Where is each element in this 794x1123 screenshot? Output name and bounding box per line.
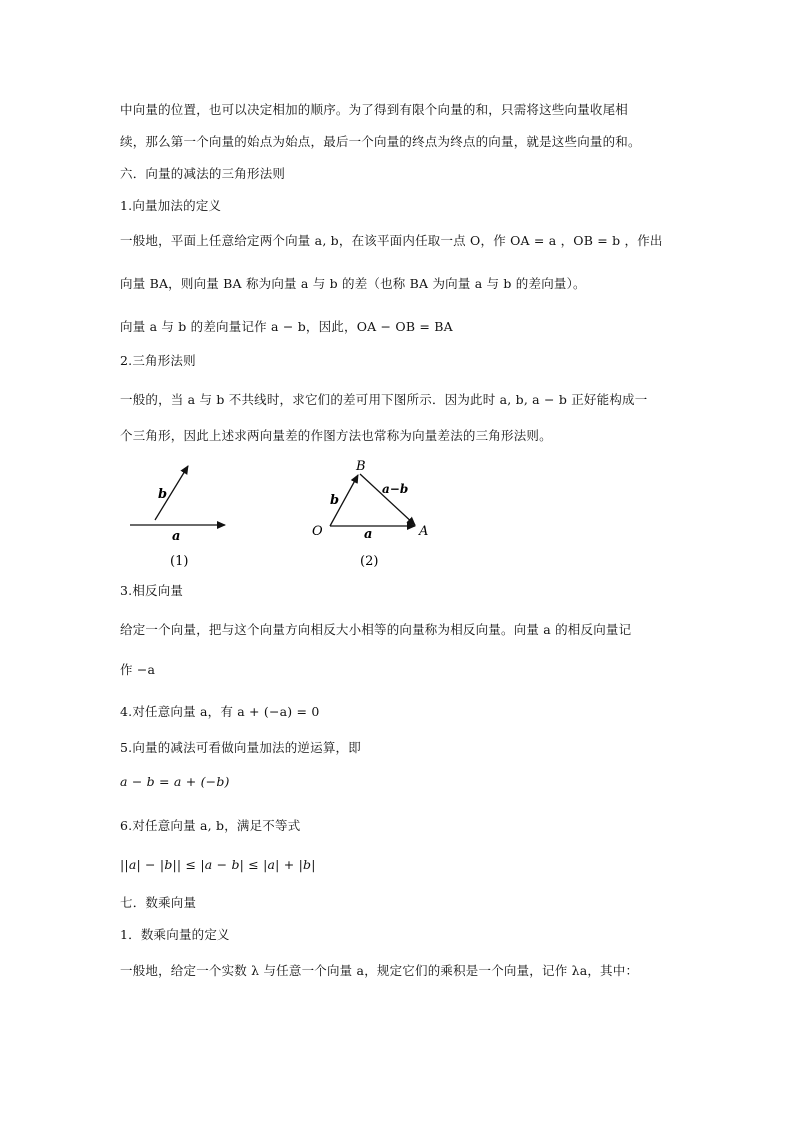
fig2-label-B: B — [356, 459, 366, 474]
formula-triangle-inequality: ||a| − |b|| ≤ |a − b| ≤ |a| + |b| — [120, 857, 316, 872]
fig1-label-a: a — [172, 529, 181, 544]
figure-svg — [120, 458, 450, 576]
fig2-label-O: O — [312, 524, 323, 539]
vector-subtraction-figure — [120, 458, 450, 576]
fig2-label-a: a — [364, 527, 373, 542]
text-line-opposite-2: 作 −a — [120, 662, 156, 677]
fig1-label-b: b — [158, 487, 168, 502]
fig2-caption: (2) — [360, 554, 379, 569]
section-heading-6: 六．向量的减法的三角形法则 — [120, 166, 286, 181]
text-line-opposite-1: 给定一个向量，把与这个向量方向相反大小相等的向量称为相反向量。向量 a 的相反向量记 — [120, 622, 632, 637]
text-line-def-2: 向量 BA，则向量 BA 称为向量 a 与 b 的差（也称 BA 为向量 a 与 b 的差向量）。 — [120, 276, 586, 291]
text-line-item-5: 5.向量的减法可看做向量加法的逆运算，即 — [120, 740, 361, 755]
section-heading-7: 七．数乘向量 — [120, 895, 197, 910]
text-line-triangle-2: 个三角形，因此上述求两向量差的作图方法也常称为向量差法的三角形法则。 — [120, 428, 552, 443]
text-line-2: 续，那么第一个向量的始点为始点，最后一个向量的终点为终点的向量，就是这些向量的和。 — [120, 134, 641, 149]
text-line-1: 中向量的位置，也可以决定相加的顺序。为了得到有限个向量的和，只需将这些向量收尾相 — [120, 102, 629, 117]
fig2-label-a-minus-b: a−b — [382, 482, 409, 496]
text-line-def-3: 向量 a 与 b 的差向量记作 a − b，因此，OA − OB = BA — [120, 319, 453, 334]
fig1-caption: (1) — [170, 554, 189, 569]
subheading-2: 2.三角形法则 — [120, 353, 196, 368]
subheading-scalar-1: 1．数乘向量的定义 — [120, 927, 230, 942]
text-line-item-6: 6.对任意向量 a, b，满足不等式 — [120, 818, 301, 833]
text-line-triangle-1: 一般的，当 a 与 b 不共线时，求它们的差可用下图所示．因为此时 a, b, a − b 正好能构成一 — [120, 392, 648, 407]
text-line-item-4: 4.对任意向量 a，有 a + (−a) = 0 — [120, 704, 320, 719]
fig2-label-A: A — [419, 524, 429, 539]
fig2-label-b: b — [330, 493, 340, 508]
text-line-def-1: 一般地，平面上任意给定两个向量 a, b，在该平面内任取一点 O，作 OA = a ，OB = b ，作出 — [120, 233, 663, 248]
subheading-3: 3.相反向量 — [120, 583, 184, 598]
formula-subtraction: a − b = a + (−b) — [120, 774, 230, 789]
subheading-1: 1.向量加法的定义 — [120, 198, 222, 213]
text-line-scalar-def: 一般地，给定一个实数 λ 与任意一个向量 a，规定它们的乘积是一个向量，记作 λa，其中： — [120, 963, 639, 978]
